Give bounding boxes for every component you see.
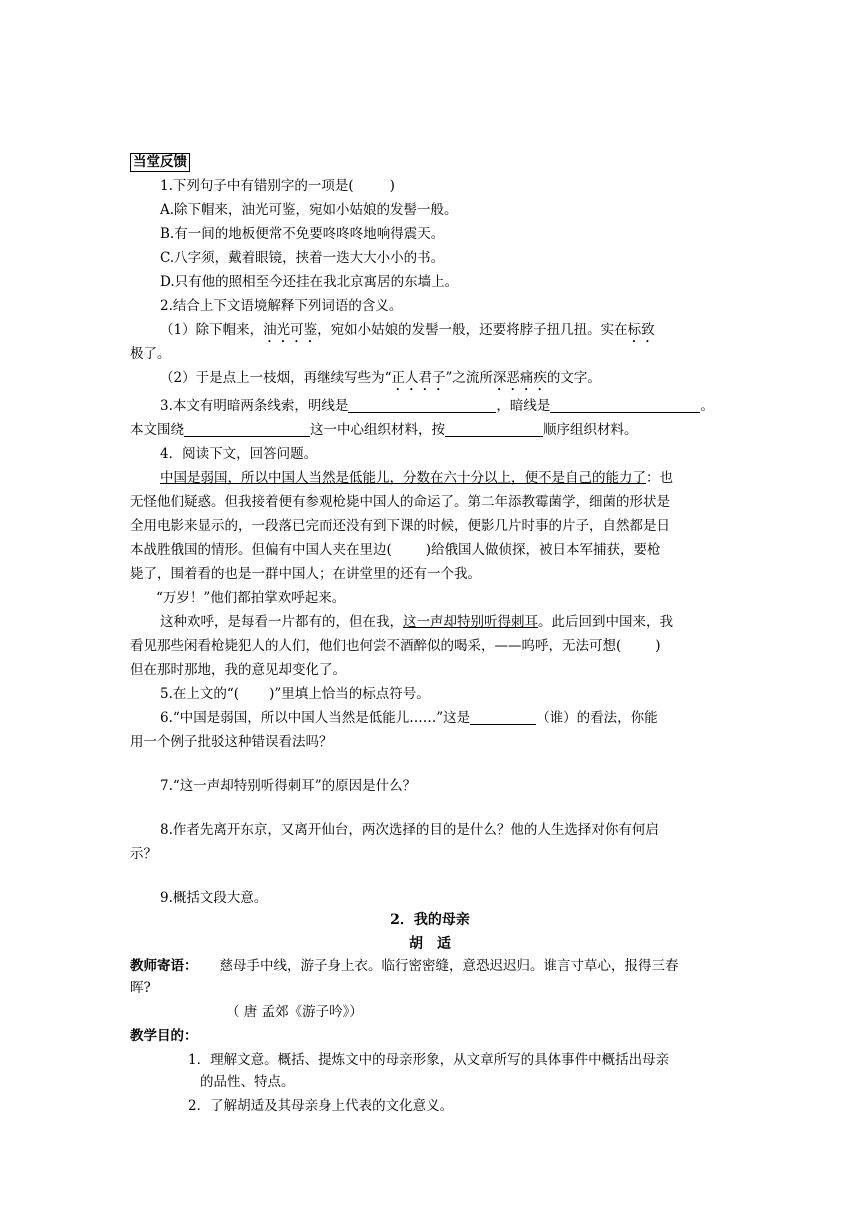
q1-option-c: C.八字须，戴着眼镜，挟着一迭大大小小的书。 [160,250,445,266]
q7-stem: 7.“这一声却特别听得刺耳”的原因是什么？ [160,778,417,794]
passage-p1-line2: 无怪他们疑惑。但我接着便有参观枪毙中国人的命运了。第二年添教霉菌学，细菌的形状是 [130,494,670,510]
goal-2: 2．了解胡适及其母亲身上代表的文化意义。 [188,1098,454,1114]
goal-1-line2: 的品性、特点。 [200,1074,295,1090]
passage-p3-line3: 但在那时那地，我的意见却变化了。 [130,662,346,678]
q2-term-zhengren: 正人君子 [391,370,446,386]
q6-blank-who[interactable] [470,709,536,725]
q2-term-youguang: 油光可鉴 [263,322,318,338]
q2-item2: （2）于是点上一枝烟，再继续写些为“正人君子”之流所深恶痛疾的文字。 [160,370,601,386]
q8-line1: 8.作者先离开东京，又离开仙台，两次选择的目的是什么？他的人生选择对你有何启 [160,822,659,838]
passage-p1-line1: 中国是弱国，所以中国人当然是低能儿，分数在六十分以上，便不是自己的能力了：也 [160,470,673,486]
q2-item1-line1: （1）除下帽来，油光可鉴，宛如小姑娘的发髻一般，还要将脖子扭几扭。实在标致 [160,322,655,338]
q2-item1-line2: 极了。 [130,346,171,362]
q3-blank-center[interactable] [184,421,310,437]
q9-stem: 9.概括文段大意。 [160,890,268,906]
q1-stem: 1.下列句子中有错别字的一项是( ) [160,178,395,194]
q6-line2: 用一个例子批驳这种错误看法吗？ [130,734,333,750]
q1-option-b: B.有一间的地板便常不免要咚咚咚地响得震天。 [160,226,445,242]
q5-stem: 5.在上文的“( )”里填上恰当的标点符号。 [160,686,430,702]
q3-blank-anxian[interactable] [550,397,700,413]
q1-option-d: D.只有他的照相至今还挂在我北京寓居的东墙上。 [160,274,459,290]
passage-p1-line5: 毙了，围着看的也是一群中国人；在讲堂里的还有一个我。 [130,566,481,582]
section-title: 当堂反馈 [130,153,190,172]
q3-line1: 3.本文有明暗两条线索，明线是 ，暗线是 。 [160,398,714,414]
teacher-motto-line2: 晖? [130,980,151,996]
q3-blank-order[interactable] [445,421,543,437]
passage-p2: “万岁！”他们都拍掌欢呼起来。 [156,590,346,606]
q2-term-shenwu: 深恶痛疾 [492,370,547,386]
q4-stem: 4．阅读下文，回答问题。 [160,446,318,462]
lesson-title: 2．我的母亲 [390,912,470,928]
section-heading [130,152,190,172]
q1-option-a: A.除下帽来，油光可鉴，宛如小姑娘的发髻一般。 [160,202,458,218]
q2-stem: 2.结合上下文语境解释下列词语的含义。 [160,298,403,314]
passage-p1-line3: 全用电影来显示的，一段落已完而还没有到下课的时候，便影几片时事的片子，自然都是日 [130,518,670,534]
q3-line2: 本文围绕 这一中心组织材料，按 顺序组织材料。 [130,422,638,438]
lesson-author: 胡 适 [409,936,451,952]
q2-term-biaozhi: 标致 [627,322,655,338]
teacher-motto-line1: 教师寄语： 慈母手中线，游子身上衣。临行密密缝，意恐迟迟归。谁言寸草心，报得三春 [130,958,679,974]
q3-blank-mingxian[interactable] [348,397,496,413]
passage-p1-line4: 本战胜俄国的情形。但偏有中国人夹在里边( )给俄国人做侦探，被日本军捕获，要枪 [130,542,661,558]
teaching-goals-label: 教学目的： [130,1028,198,1044]
q6-line1: 6.“中国是弱国，所以中国人当然是低能儿……”这是 （谁）的看法，你能 [160,710,658,726]
goal-1-line1: 1．理解文意。概括、提炼文中的母亲形象，从文章所写的具体事件中概括出母亲 [188,1052,670,1068]
passage-p3-line2: 看见那些闲看枪毙犯人的人们，他们也何尝不酒醉似的喝采，——呜呼，无法可想( ) [130,638,661,654]
q8-line2: 示？ [130,846,157,862]
passage-p3-line1: 这种欢呼，是每看一片都有的，但在我，这一声却特别听得刺耳。此后回到中国来，我 [160,614,673,630]
motto-source: （ 唐 孟郊《游子吟》） [226,1004,363,1020]
